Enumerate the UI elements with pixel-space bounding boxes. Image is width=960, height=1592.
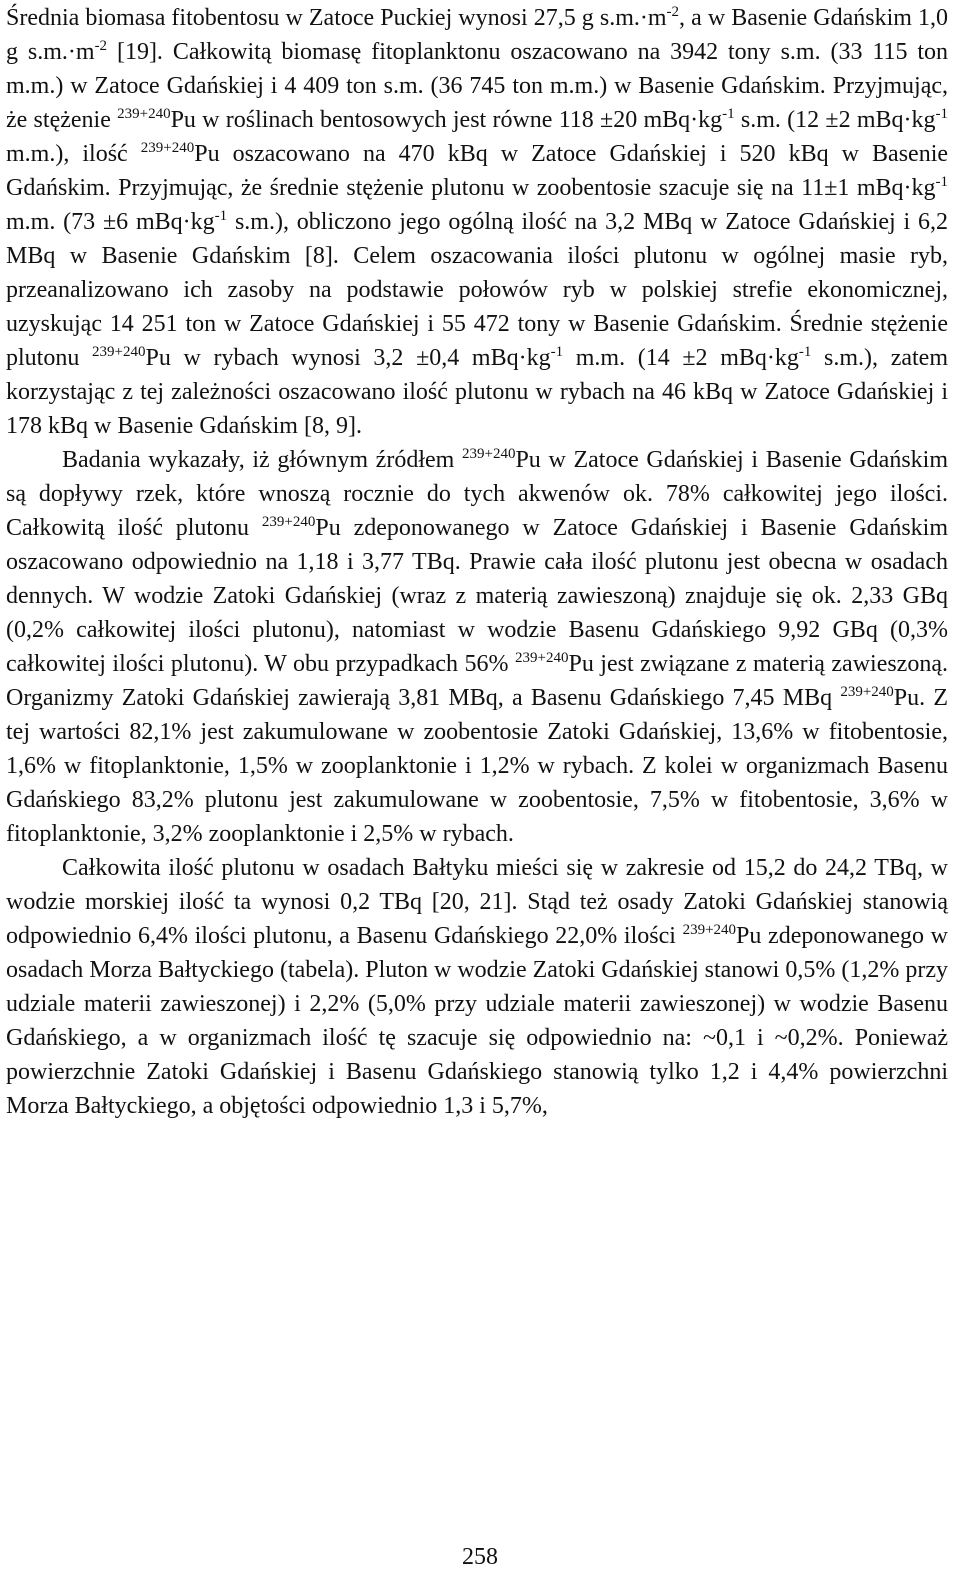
text-run: s.m.), obliczono jego ogólną ilość na 3,2 MBq w Zatoce Gdańskiej i 6,2 MBq w Basenie Gdańskim [8]. Celem oszacowania ilości plutonu w ogólnej masie ryb, przeanalizowano ich zasoby na podstawie połowów ryb w polskiej strefie ekonomicznej, uzyskując 14 251 ton w Zatoce Gdańskiej i 55 472 tony w Basenie Gdańskim. Średnie stężenie plutonu xyxy=(6,209,948,371)
page-number: 258 xyxy=(462,1544,498,1570)
text-run: Całkowita ilość plutonu w osadach Bałtyku mieści się w zakresie od 15,2 do 24,2 TBq, w wodzie morskiej ilość ta wynosi 0,2 TBq [20, 21]. Stąd też osady Zatoki Gdańskiej stanowią odpowiednio 6,4% ilości plutonu, a Basenu Gdańskiego 22,0% ilości xyxy=(6,855,948,949)
superscript: -2 xyxy=(666,4,680,20)
text-run: [19]. Całkowitą biomasę fitoplanktonu oszacowano na 3942 tony s.m. (33 115 ton m.m.) w Zatoce Gdańskiej i 4 409 ton s.m. (36 745 ton m.m.) w Basenie Gdańskim. Przyjmując, że stężenie xyxy=(6,39,949,133)
superscript: -1 xyxy=(935,174,948,190)
superscript: -1 xyxy=(798,344,812,360)
superscript: 239+240 xyxy=(261,514,316,530)
superscript: -1 xyxy=(722,106,735,122)
superscript: 239+240 xyxy=(840,684,894,700)
paragraph xyxy=(6,443,948,851)
superscript: 239+240 xyxy=(682,922,737,938)
text-run: Badania wykazały, iż głównym źródłem xyxy=(62,447,462,473)
text-run: m.m.), ilość xyxy=(6,141,141,167)
text-run: Średnia biomasa fitobentosu w Zatoce Puckiej wynosi 27,5 g s.m.·m xyxy=(6,5,667,31)
text-run: Pu. Z tej wartości 82,1% jest zakumulowane w zoobentosie Zatoki Gdańskiej, 13,6% w fitobentosie, 1,6% w fitoplanktonie, 1,5% w zooplanktonie i 1,2% w rybach. Z kolei w organizmach Basenu Gdańskiego 83,2% plutonu jest zakumulowane w zoobentosie, 7,5% w fitobentosie, 3,6% w fitoplanktonie, 3,2% zooplanktonie i 2,5% w rybach. xyxy=(6,685,948,847)
text-run: s.m.), zatem korzystając z tej zależności oszacowano ilość plutonu w rybach na 46 kBq w Zatoce Gdańskiej i 178 kBq w Basenie Gdańskim [8, 9]. xyxy=(6,345,949,439)
superscript: -1 xyxy=(550,344,564,360)
body-text xyxy=(6,0,948,1123)
text-run: Pu zdeponowanego w Zatoce Gdańskiej i Basenie Gdańskim oszacowano odpowiednio na 1,18 i 3,77 TBq. Prawie cała ilość plutonu jest obecna w osadach dennych. W wodzie Zatoki Gdańskiej (wraz z materią zawieszoną) znajduje się ok. 2,33 GBq (0,2% całkowitej ilości plutonu), natomiast w wodzie Basenu Gdańskiego 9,92 GBq (0,3% całkowitej ilości plutonu). W obu przypadkach 56% xyxy=(6,515,948,677)
paragraph xyxy=(6,851,948,1123)
paragraph xyxy=(6,0,948,443)
superscript: 239+240 xyxy=(92,344,146,360)
text-run: s.m. (12 ±2 mBq·kg xyxy=(734,107,936,133)
text-run: Pu zdeponowanego w osadach Morza Bałtyckiego (tabela). Pluton w wodzie Zatoki Gdańskiej stanowi 0,5% (1,2% przy udziale materii zawieszonej) i 2,2% (5,0% przy udziale materii zawieszonej) w wodzie Basenu Gdańskiego, a w organizmach ilość tę szacuje się odpowiednio na: ~0,1 i ~0,2%. Ponieważ powierzchnie Zatoki Gdańskiej i Basenu Gdańskiego stanowią tylko 1,2 i 4,4% powierzchni Morza Bałtyckiego, a objętości odpowiednio 1,3 i 5,7%, xyxy=(6,923,948,1119)
superscript: -2 xyxy=(94,38,108,54)
superscript: 239+240 xyxy=(515,650,569,666)
superscript: 239+240 xyxy=(140,140,195,156)
text-run: m.m. (14 ±2 mBq·kg xyxy=(563,345,799,371)
text-run: Pu oszacowano na 470 kBq w Zatoce Gdańskiej i 520 kBq w Basenie Gdańskim. Przyjmując, że średnie stężenie plutonu w zoobentosie szacuje się na 11±1 mBq·kg xyxy=(6,141,949,201)
superscript: 239+240 xyxy=(117,106,171,122)
text-run: m.m. (73 ±6 mBq·kg xyxy=(6,209,215,235)
superscript: -1 xyxy=(935,106,949,122)
superscript: 239+240 xyxy=(461,446,516,462)
text-run: Pu w rybach wynosi 3,2 ±0,4 mBq·kg xyxy=(145,345,551,371)
text-run: Pu w roślinach bentosowych jest równe 118 ±20 mBq·kg xyxy=(170,107,723,133)
text-run: , a w Basenie Gdańskim 1,0 g s.m.·m xyxy=(6,5,948,65)
superscript: -1 xyxy=(214,208,228,224)
text-run: Pu jest związane z materią zawieszoną. Organizmy Zatoki Gdańskiej zawierają 3,81 MBq, a Basenu Gdańskiego 7,45 MBq xyxy=(6,651,948,711)
text-run: Pu w Zatoce Gdańskiej i Basenie Gdańskim są dopływy rzek, które wnoszą rocznie do tych akwenów ok. 78% całkowitej jego ilości. Całkowitą ilość plutonu xyxy=(6,447,949,541)
